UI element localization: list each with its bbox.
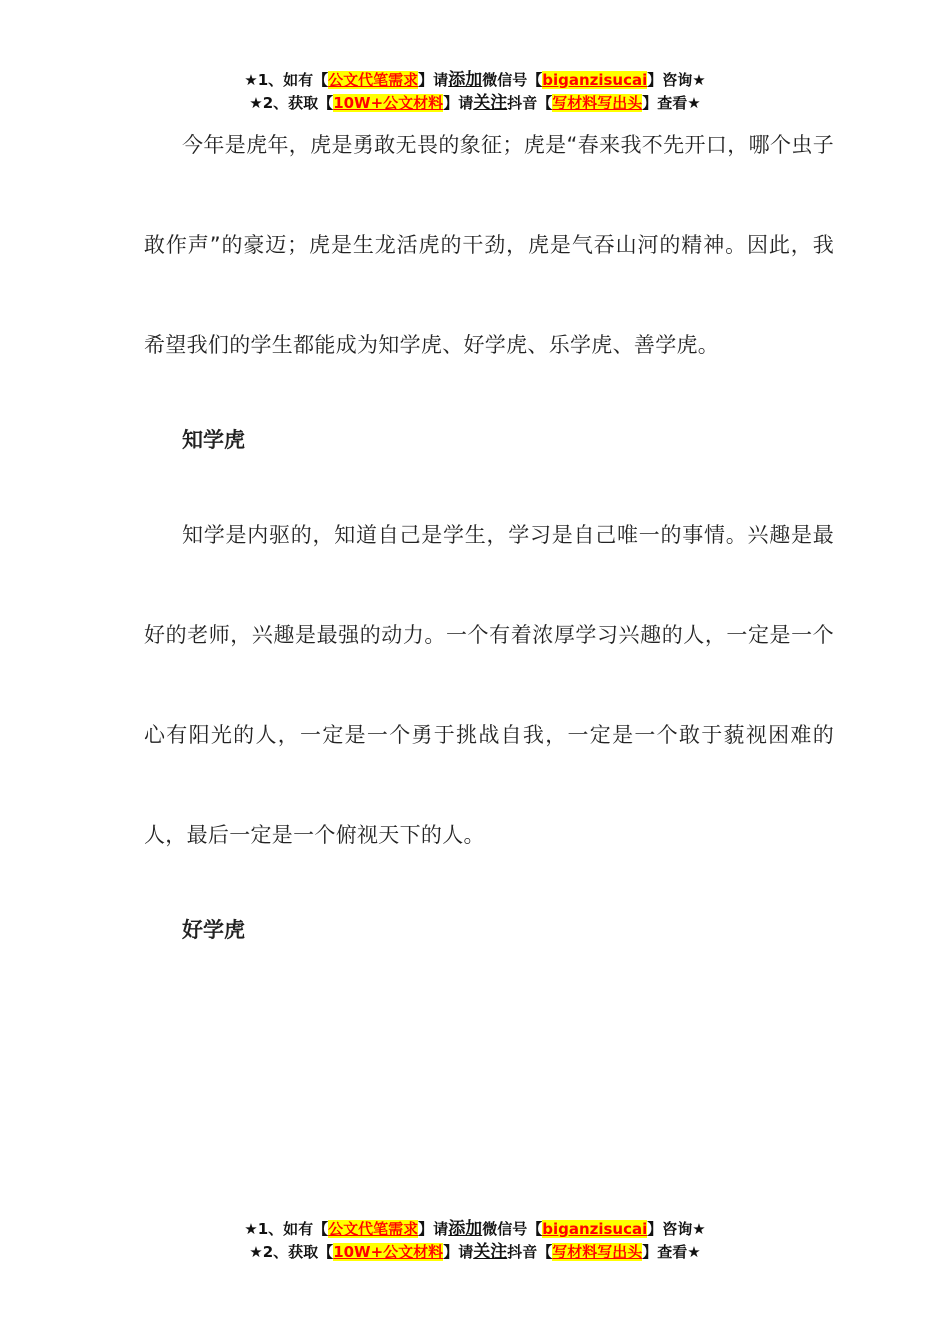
banner-text: 微信号【	[482, 71, 543, 89]
banner-text: 】咨询★	[647, 71, 706, 89]
banner-text: 】请	[418, 1220, 449, 1238]
document-body	[144, 95, 834, 975]
banner-text: ★2、获取【	[249, 94, 334, 112]
banner-text: ★2、获取【	[249, 1243, 334, 1261]
banner-text: 】查看★	[642, 1243, 701, 1261]
banner-highlight: 写材料写出头	[552, 1243, 643, 1261]
banner-highlight: biganzisucai	[542, 71, 648, 89]
banner-highlight: 10W+公文材料	[333, 94, 444, 112]
paragraph-intro: 今年是虎年，虎是勇敢无畏的象征；虎是“春来我不先开口，哪个虫子敢作声”的豪迈；虎是生龙活虎的干劲，虎是气吞山河的精神。因此，我希望我们的学生都能成为知学虎、好学虎、乐学虎、善学虎。	[144, 133, 834, 357]
footer-banner	[0, 1218, 950, 1264]
banner-highlight: 公文代笔需求	[328, 71, 419, 89]
banner-text: 抖音【	[507, 1243, 553, 1261]
banner-line-1	[0, 69, 950, 92]
paragraph-zhixuehu: 知学是内驱的，知道自己是学生，学习是自己唯一的事情。兴趣是最好的老师，兴趣是最强的动力。一个有着浓厚学习兴趣的人，一定是一个心有阳光的人，一定是一个勇于挑战自我，一定是一个敢于藐视困难的人，最后一定是一个俯视天下的人。	[144, 523, 834, 847]
banner-text: ★1、如有【	[244, 1220, 329, 1238]
banner-text: 】请	[418, 71, 449, 89]
banner-text: 微信号【	[482, 1220, 543, 1238]
banner-text: 抖音【	[507, 94, 553, 112]
banner-underline: 关注	[473, 1242, 508, 1262]
banner-text: 】查看★	[642, 94, 701, 112]
banner-underline: 添加	[448, 70, 483, 90]
banner-line-1	[0, 1218, 950, 1241]
banner-highlight: 写材料写出头	[552, 94, 643, 112]
section-heading-haoxuehu: 好学虎	[182, 918, 245, 942]
banner-highlight: biganzisucai	[542, 1220, 648, 1238]
banner-line-2	[0, 1241, 950, 1264]
banner-highlight: 公文代笔需求	[328, 1220, 419, 1238]
section-heading-zhixuehu: 知学虎	[182, 428, 245, 452]
banner-text: 】咨询★	[647, 1220, 706, 1238]
banner-text: ★1、如有【	[244, 71, 329, 89]
banner-underline: 关注	[473, 93, 508, 113]
banner-underline: 添加	[448, 1219, 483, 1239]
banner-text: 】请	[443, 94, 474, 112]
banner-text: 】请	[443, 1243, 474, 1261]
banner-highlight: 10W+公文材料	[333, 1243, 444, 1261]
